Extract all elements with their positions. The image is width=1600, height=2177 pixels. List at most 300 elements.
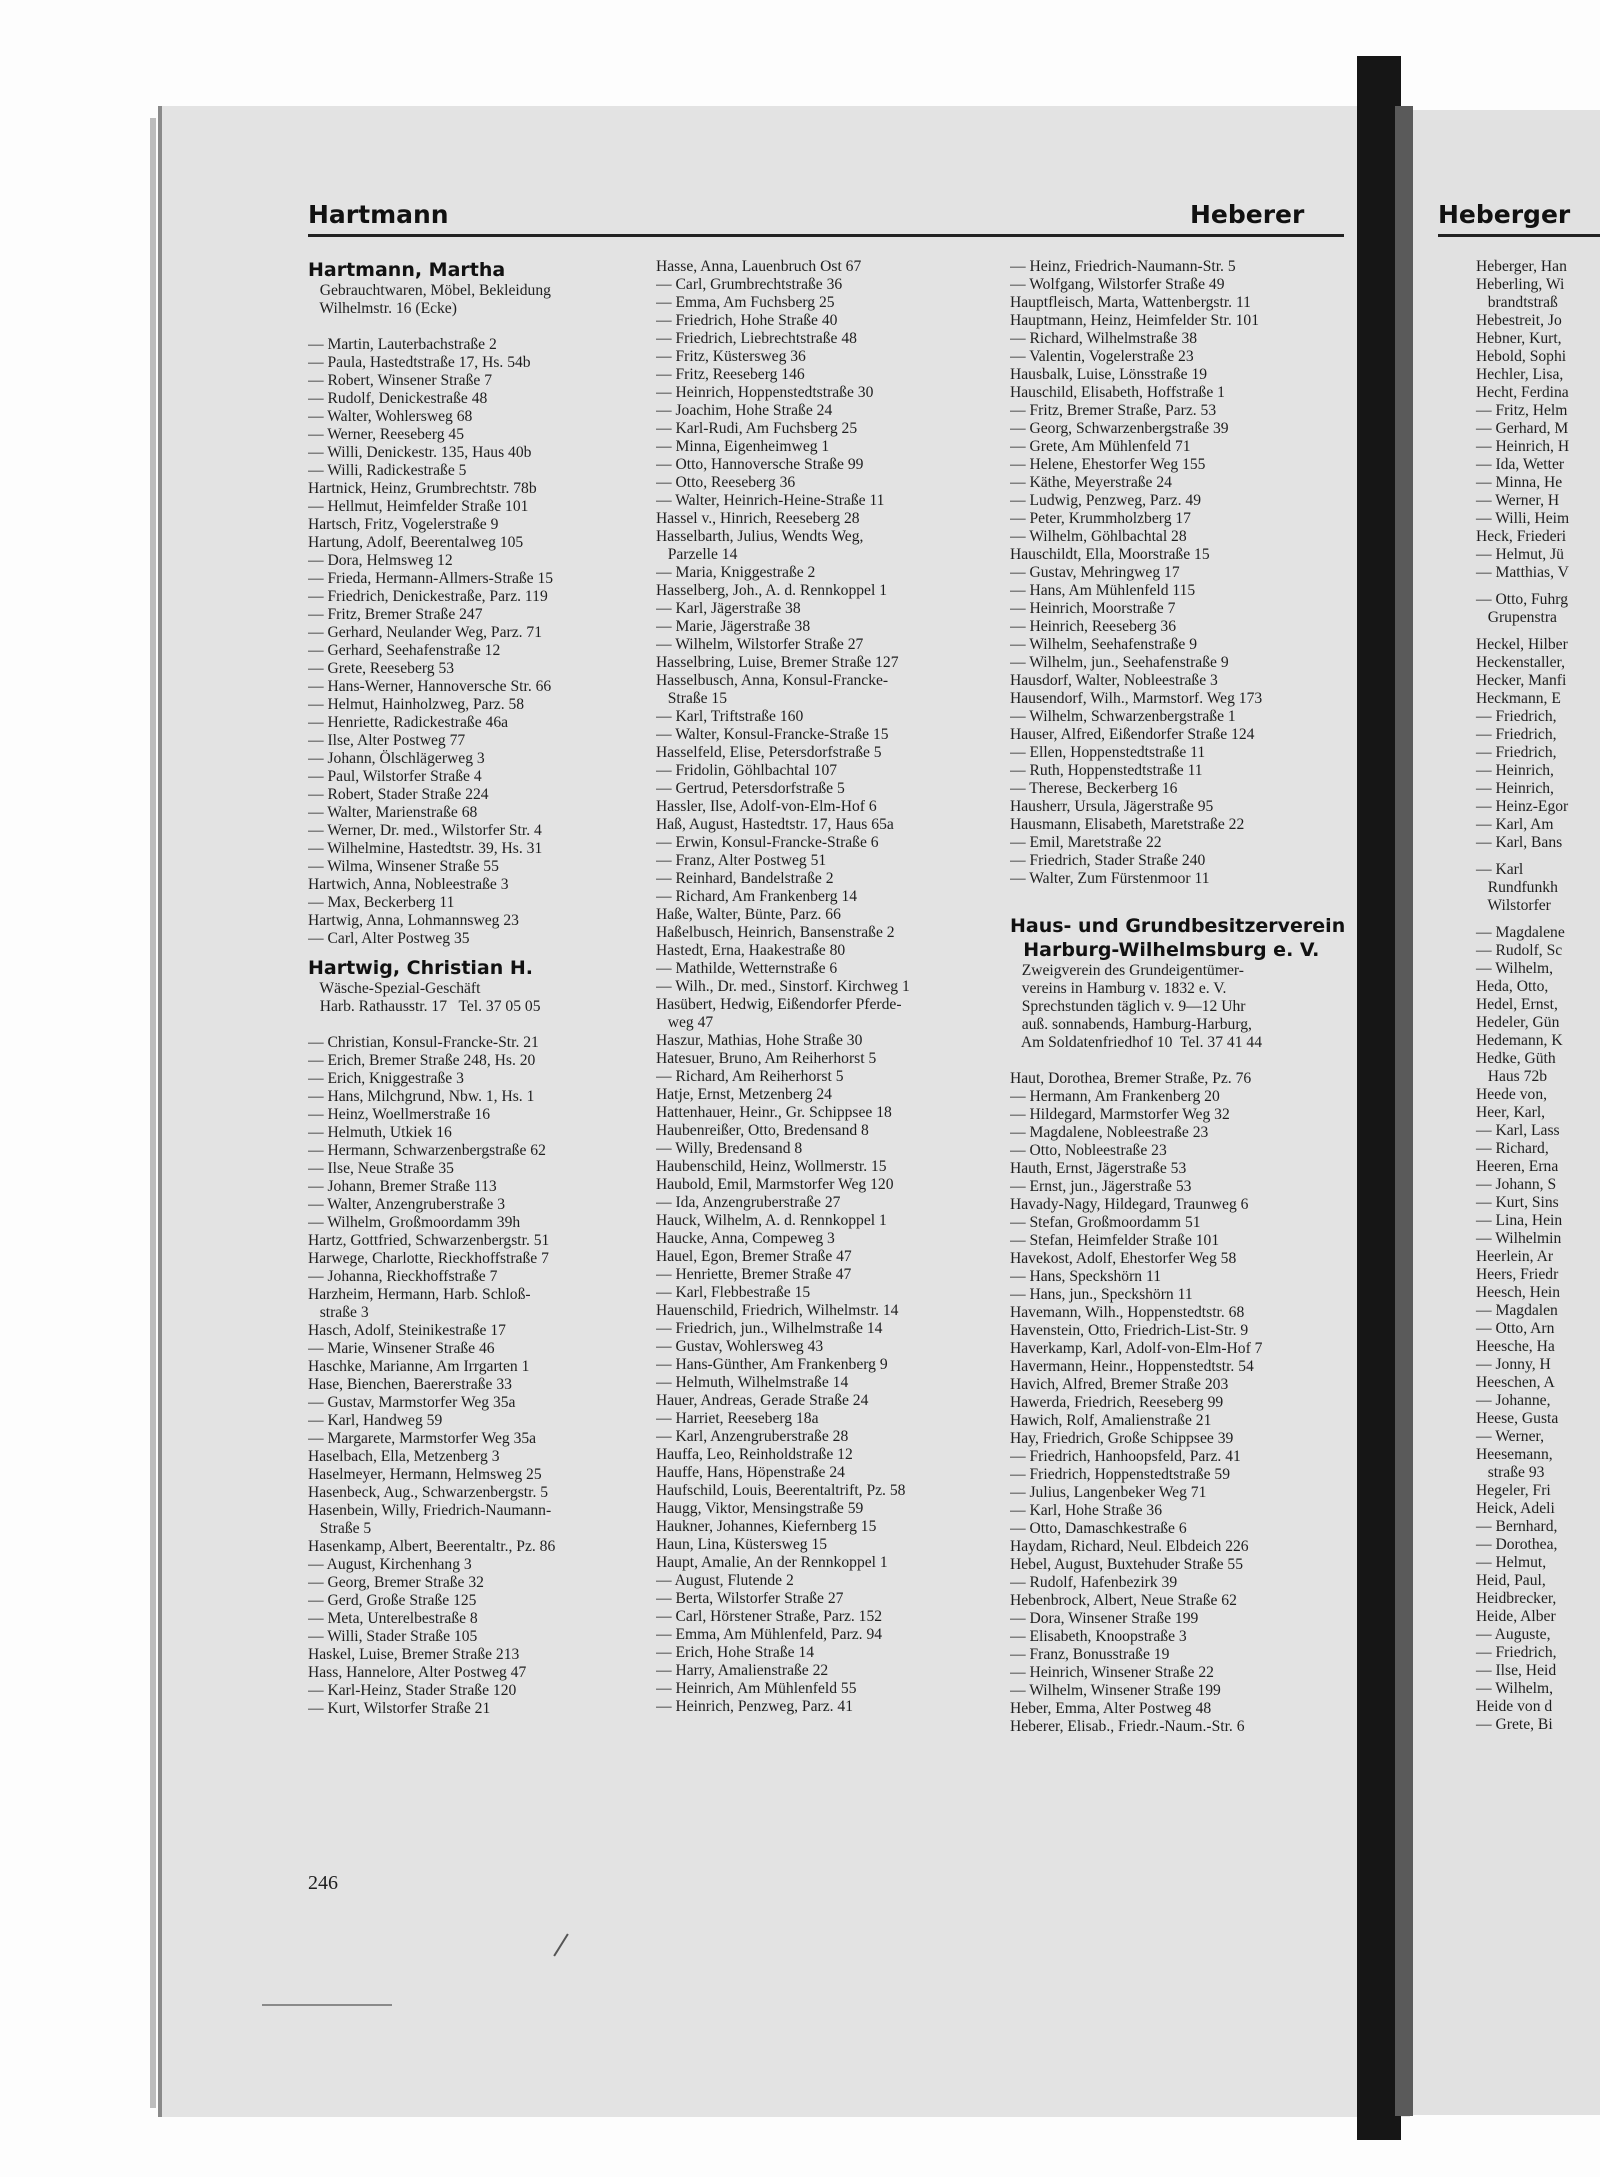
entry-heading: Haus- und Grundbesitzerverein xyxy=(1010,915,1346,937)
directory-entry: — Marie, Winsener Straße 46 xyxy=(308,1340,495,1357)
directory-entry: — Wolfgang, Wilstorfer Straße 49 xyxy=(1010,276,1225,293)
directory-entry: — Otto, Reeseberg 36 xyxy=(656,474,796,491)
directory-entry: Hebestreit, Jo xyxy=(1476,312,1562,329)
directory-entry: — Hans-Günther, Am Frankenberg 9 xyxy=(656,1356,888,1373)
directory-entry: straße 93 xyxy=(1476,1464,1545,1481)
directory-entry: — Johanna, Rieckhoffstraße 7 xyxy=(308,1268,498,1285)
directory-entry: — Karl, Triftstraße 160 xyxy=(656,708,804,725)
directory-entry: — Hans, Milchgrund, Nbw. 1, Hs. 1 xyxy=(308,1088,535,1105)
directory-entry: — Gertrud, Petersdorfstraße 5 xyxy=(656,780,845,797)
header-rule-facing-page xyxy=(1438,234,1600,237)
directory-entry: — Hans, Speckshörn 11 xyxy=(1010,1268,1162,1285)
directory-entry: — Karl, Jägerstraße 38 xyxy=(656,600,801,617)
directory-entry: Haubenschild, Heinz, Wollmerstr. 15 xyxy=(656,1158,887,1175)
directory-entry: Haszur, Mathias, Hohe Straße 30 xyxy=(656,1032,863,1049)
directory-column-facing-page xyxy=(1476,258,1600,1734)
directory-entry: — Reinhard, Bandelstraße 2 xyxy=(656,870,834,887)
spacer xyxy=(1476,582,1600,591)
directory-entry: Haverkamp, Karl, Adolf-von-Elm-Hof 7 xyxy=(1010,1340,1263,1357)
directory-entry: — Otto, Arn xyxy=(1476,1320,1555,1337)
directory-entry: Heeschen, A xyxy=(1476,1374,1555,1391)
directory-entry: — Gerhard, Neulander Weg, Parz. 71 xyxy=(308,624,543,641)
directory-column-1 xyxy=(308,258,638,1718)
directory-entry: — Dorothea, xyxy=(1476,1536,1558,1553)
directory-entry: — Friedrich, jun., Wilhelmstraße 14 xyxy=(656,1320,883,1337)
directory-entry: — Paul, Wilstorfer Straße 4 xyxy=(308,768,482,785)
directory-entry: — Ilse, Alter Postweg 77 xyxy=(308,732,466,749)
directory-entry: — Franz, Alter Postweg 51 xyxy=(656,852,827,869)
directory-entry: Hauptmann, Heinz, Heimfelder Str. 101 xyxy=(1010,312,1260,329)
directory-entry: — Minna, He xyxy=(1476,474,1563,491)
directory-entry: — Erich, Bremer Straße 248, Hs. 20 xyxy=(308,1052,536,1069)
directory-entry: Heberling, Wi xyxy=(1476,276,1565,293)
page-edge xyxy=(150,118,156,2108)
directory-entry: — Elisabeth, Knoopstraße 3 xyxy=(1010,1628,1187,1645)
directory-entry: — Wilhelm, Winsener Straße 199 xyxy=(1010,1682,1221,1699)
directory-entry: — Magdalen xyxy=(1476,1302,1558,1319)
directory-column-3 xyxy=(1010,258,1344,1736)
directory-entry: Haselmeyer, Hermann, Helmsweg 25 xyxy=(308,1466,542,1483)
directory-entry: — August, Flutende 2 xyxy=(656,1572,794,1589)
directory-entry: Haskel, Luise, Bremer Straße 213 xyxy=(308,1646,520,1663)
directory-entry: — Helmut, xyxy=(1476,1554,1547,1571)
directory-entry: Hauptfleisch, Marta, Wattenbergstr. 11 xyxy=(1010,294,1251,311)
spacer xyxy=(1476,852,1600,861)
directory-entry: Hasselfeld, Elise, Petersdorfstraße 5 xyxy=(656,744,882,761)
directory-entry: Heid, Paul, xyxy=(1476,1572,1546,1589)
directory-entry: Hauffa, Leo, Reinholdstraße 12 xyxy=(656,1446,853,1463)
directory-entry: Hasse, Anna, Lauenbruch Ost 67 xyxy=(656,258,862,275)
directory-entry: — Hermann, Am Frankenberg 20 xyxy=(1010,1088,1220,1105)
directory-entry: Hausbalk, Luise, Lönsstraße 19 xyxy=(1010,366,1208,383)
directory-entry: Havekost, Adolf, Ehestorfer Weg 58 xyxy=(1010,1250,1237,1267)
directory-entry: — Magdalene xyxy=(1476,924,1565,941)
directory-entry: — Heinrich, H xyxy=(1476,438,1570,455)
directory-entry: Hasenbein, Willy, Friedrich-Naumann- xyxy=(308,1502,552,1519)
directory-entry: — Friedrich, Hoppenstedtstraße 59 xyxy=(1010,1466,1230,1483)
directory-entry: — Friedrich, Hanhoopsfeld, Parz. 41 xyxy=(1010,1448,1241,1465)
directory-entry: Hasch, Adolf, Steinikestraße 17 xyxy=(308,1322,506,1339)
directory-entry: Heesch, Hein xyxy=(1476,1284,1560,1301)
directory-entry: — Fritz, Küstersweg 36 xyxy=(656,348,806,365)
spacer xyxy=(1476,915,1600,924)
spacer xyxy=(1010,1052,1344,1070)
directory-entry: Heesche, Ha xyxy=(1476,1338,1555,1355)
directory-entry: — Otto, Fuhrg xyxy=(1476,591,1568,608)
directory-entry: — Friedrich, Denickestraße, Parz. 119 xyxy=(308,588,548,605)
directory-entry: — Karl, Bans xyxy=(1476,834,1563,851)
directory-entry: — Fritz, Reeseberg 146 xyxy=(656,366,805,383)
directory-entry: — Ernst, jun., Jägerstraße 53 xyxy=(1010,1178,1192,1195)
directory-entry: — Helmut, Jü xyxy=(1476,546,1564,563)
directory-entry: — Therese, Beckerberg 16 xyxy=(1010,780,1178,797)
directory-entry: — Erich, Kniggestraße 3 xyxy=(308,1070,464,1087)
directory-entry: Hedke, Güth xyxy=(1476,1050,1556,1067)
directory-entry: — Fritz, Helm xyxy=(1476,402,1568,419)
directory-entry: Haun, Lina, Küstersweg 15 xyxy=(656,1536,828,1553)
directory-entry: Heberger, Han xyxy=(1476,258,1567,275)
directory-entry: — Fridolin, Göhlbachtal 107 xyxy=(656,762,838,779)
directory-entry: — Harriet, Reeseberg 18a xyxy=(656,1410,819,1427)
directory-entry: — Gerd, Große Straße 125 xyxy=(308,1592,477,1609)
directory-entry: Parzelle 14 xyxy=(656,546,738,563)
directory-entry: — Wilhelm, Seehafenstraße 9 xyxy=(1010,636,1198,653)
directory-entry: Hattenhauer, Heinr., Gr. Schippsee 18 xyxy=(656,1104,892,1121)
directory-entry: — Rudolf, Sc xyxy=(1476,942,1563,959)
directory-entry: — Ludwig, Penzweg, Parz. 49 xyxy=(1010,492,1201,509)
directory-entry: Hawich, Rolf, Amalienstraße 21 xyxy=(1010,1412,1212,1429)
directory-entry: Haßelbusch, Heinrich, Bansenstraße 2 xyxy=(656,924,895,941)
directory-entry: Haselbach, Ella, Metzenberg 3 xyxy=(308,1448,500,1465)
directory-entry: Heckel, Hilber xyxy=(1476,636,1568,653)
directory-entry: — Stefan, Großmoordamm 51 xyxy=(1010,1214,1201,1231)
directory-entry: Haut, Dorothea, Bremer Straße, Pz. 76 xyxy=(1010,1070,1252,1087)
directory-entry: — Helmuth, Utkiek 16 xyxy=(308,1124,452,1141)
page-number: 246 xyxy=(308,1872,338,1894)
directory-entry: — Georg, Schwarzenbergstraße 39 xyxy=(1010,420,1229,437)
directory-entry: — Ilse, Neue Straße 35 xyxy=(308,1160,454,1177)
directory-entry: Heck, Friederi xyxy=(1476,528,1567,545)
directory-entry: Hass, Hannelore, Alter Postweg 47 xyxy=(308,1664,527,1681)
directory-entry: — Robert, Stader Straße 224 xyxy=(308,786,489,803)
directory-entry: — Wilhelm, jun., Seehafenstraße 9 xyxy=(1010,654,1229,671)
directory-entry: — Willy, Bredensand 8 xyxy=(656,1140,803,1157)
directory-entry: — Karl, Am xyxy=(1476,816,1554,833)
directory-entry: — Erich, Hohe Straße 14 xyxy=(656,1644,815,1661)
directory-entry: Havermann, Heinr., Hoppenstedtstr. 54 xyxy=(1010,1358,1254,1375)
directory-entry: — Wilhelm, Schwarzenbergstraße 1 xyxy=(1010,708,1236,725)
directory-entry: — Berta, Wilstorfer Straße 27 xyxy=(656,1590,844,1607)
directory-entry: Harb. Rathausstr. 17 Tel. 37 05 05 xyxy=(308,998,541,1015)
directory-entry: — Karl-Heinz, Stader Straße 120 xyxy=(308,1682,517,1699)
entry-heading: Hartmann, Martha xyxy=(308,259,506,281)
directory-entry: — Wilma, Winsener Straße 55 xyxy=(308,858,499,875)
directory-entry: Hastedt, Erna, Haakestraße 80 xyxy=(656,942,846,959)
directory-entry: Heda, Otto, xyxy=(1476,978,1549,995)
directory-entry: — Friedrich, xyxy=(1476,1644,1557,1661)
directory-entry: Heese, Gusta xyxy=(1476,1410,1559,1427)
directory-entry: — Peter, Krummholzberg 17 xyxy=(1010,510,1191,527)
directory-entry: Hasübert, Hedwig, Eißendorfer Pferde- xyxy=(656,996,902,1013)
directory-entry: — Karl xyxy=(1476,861,1524,878)
directory-entry: — Heinrich, Penzweg, Parz. 41 xyxy=(656,1698,854,1715)
directory-entry: — Hermann, Schwarzenbergstraße 62 xyxy=(308,1142,546,1159)
entry-heading: Hartwig, Christian H. xyxy=(308,957,534,979)
directory-entry: — Hans, jun., Speckshörn 11 xyxy=(1010,1286,1193,1303)
directory-entry: Heckmann, E xyxy=(1476,690,1561,707)
directory-entry: Hecker, Manfi xyxy=(1476,672,1567,689)
directory-entry: Havemann, Wilh., Hoppenstedtstr. 68 xyxy=(1010,1304,1245,1321)
directory-entry: — Friedrich, xyxy=(1476,708,1557,725)
directory-entry: Hase, Bienchen, Baererstraße 33 xyxy=(308,1376,512,1393)
directory-entry: Hasselbusch, Anna, Konsul-Francke- xyxy=(656,672,889,689)
directory-entry: Gebrauchtwaren, Möbel, Bekleidung xyxy=(308,282,551,299)
directory-entry: Hartwig, Anna, Lohmannsweg 23 xyxy=(308,912,519,929)
directory-entry: — Grete, Am Mühlenfeld 71 xyxy=(1010,438,1191,455)
directory-entry: Heers, Friedr xyxy=(1476,1266,1559,1283)
directory-entry: — Fritz, Bremer Straße, Parz. 53 xyxy=(1010,402,1217,419)
directory-entry: — Wilhelm, Großmoordamm 39h xyxy=(308,1214,521,1231)
directory-entry: Havady-Nagy, Hildegard, Traunweg 6 xyxy=(1010,1196,1249,1213)
directory-entry: vereins in Hamburg v. 1832 e. V. xyxy=(1010,980,1227,997)
directory-entry: — Emil, Maretstraße 22 xyxy=(1010,834,1162,851)
directory-entry: Haukner, Johannes, Kiefernberg 15 xyxy=(656,1518,877,1535)
directory-entry: — Wilhelm, Göhlbachtal 28 xyxy=(1010,528,1187,545)
directory-entry: Hecht, Ferdina xyxy=(1476,384,1569,401)
directory-entry: Haufschild, Louis, Beerentaltrift, Pz. 58 xyxy=(656,1482,906,1499)
directory-entry: — Ida, Anzengruberstraße 27 xyxy=(656,1194,841,1211)
directory-entry: Hauschild, Elisabeth, Hoffstraße 1 xyxy=(1010,384,1225,401)
directory-entry: Hausherr, Ursula, Jägerstraße 95 xyxy=(1010,798,1214,815)
directory-entry: — Werner, Reeseberg 45 xyxy=(308,426,465,443)
directory-entry: — Johann, Bremer Straße 113 xyxy=(308,1178,497,1195)
directory-entry: Haubold, Emil, Marmstorfer Weg 120 xyxy=(656,1176,894,1193)
directory-entry: — Gerhard, Seehafenstraße 12 xyxy=(308,642,501,659)
directory-entry: Hay, Friedrich, Große Schippsee 39 xyxy=(1010,1430,1234,1447)
directory-entry: Heer, Karl, xyxy=(1476,1104,1546,1121)
directory-entry: — Walter, Marienstraße 68 xyxy=(308,804,478,821)
directory-entry: Zweigverein des Grundeigentümer- xyxy=(1010,962,1244,979)
directory-entry: Hasselbarth, Julius, Wendts Weg, xyxy=(656,528,864,545)
directory-entry: — Ida, Wetter xyxy=(1476,456,1565,473)
directory-entry: — Johanne, xyxy=(1476,1392,1551,1409)
directory-entry: — Grete, Reeseberg 53 xyxy=(308,660,455,677)
directory-entry: — Gustav, Marmstorfer Weg 35a xyxy=(308,1394,516,1411)
directory-entry: Hebel, August, Buxtehuder Straße 55 xyxy=(1010,1556,1243,1573)
directory-entry: — Frieda, Hermann-Allmers-Straße 15 xyxy=(308,570,554,587)
directory-entry: — Walter, Zum Fürstenmoor 11 xyxy=(1010,870,1210,887)
directory-entry: Haße, Walter, Bünte, Parz. 66 xyxy=(656,906,841,923)
directory-entry: — Walter, Konsul-Francke-Straße 15 xyxy=(656,726,889,743)
directory-entry: Hartz, Gottfried, Schwarzenbergstr. 51 xyxy=(308,1232,550,1249)
directory-entry: Heide von d xyxy=(1476,1698,1553,1715)
directory-entry: Heberer, Elisab., Friedr.-Naum.-Str. 6 xyxy=(1010,1718,1245,1735)
header-rule xyxy=(308,234,1344,237)
directory-entry: — Otto, Damaschkestraße 6 xyxy=(1010,1520,1187,1537)
directory-entry: — Ellen, Hoppenstedtstraße 11 xyxy=(1010,744,1206,761)
directory-entry: Hassler, Ilse, Adolf-von-Elm-Hof 6 xyxy=(656,798,877,815)
directory-entry: — Walter, Heinrich-Heine-Straße 11 xyxy=(656,492,885,509)
directory-entry: — Gerhard, M xyxy=(1476,420,1569,437)
directory-entry: Hausdorf, Walter, Nobleestraße 3 xyxy=(1010,672,1218,689)
directory-entry: — Heinz, Woellmerstraße 16 xyxy=(308,1106,491,1123)
directory-entry: Haucke, Anna, Compeweg 3 xyxy=(656,1230,835,1247)
directory-entry: — Werner, Dr. med., Wilstorfer Str. 4 xyxy=(308,822,542,839)
directory-entry: Wilstorfer xyxy=(1476,897,1551,914)
directory-entry: — Friedrich, xyxy=(1476,744,1557,761)
directory-entry: Haus 72b xyxy=(1476,1068,1548,1085)
directory-entry: — Karl, Handweg 59 xyxy=(308,1412,443,1429)
directory-entry: Hartung, Adolf, Beerentalweg 105 xyxy=(308,534,524,551)
directory-entry: Heick, Adeli xyxy=(1476,1500,1555,1517)
directory-entry: — Richard, Am Reiherhorst 5 xyxy=(656,1068,844,1085)
directory-entry: Hassel v., Hinrich, Reeseberg 28 xyxy=(656,510,860,527)
directory-entry: — Wilhelm, xyxy=(1476,1680,1554,1697)
directory-entry: Hartwich, Anna, Nobleestraße 3 xyxy=(308,876,509,893)
directory-entry: — Erwin, Konsul-Francke-Straße 6 xyxy=(656,834,879,851)
directory-entry: — Harry, Amalienstraße 22 xyxy=(656,1662,829,1679)
directory-entry: — Dora, Helmsweg 12 xyxy=(308,552,453,569)
directory-entry: — Rudolf, Hafenbezirk 39 xyxy=(1010,1574,1178,1591)
spacer xyxy=(308,1016,638,1034)
directory-entry: Haupt, Amalie, An der Rennkoppel 1 xyxy=(656,1554,888,1571)
directory-entry: — Magdalene, Nobleestraße 23 xyxy=(1010,1124,1209,1141)
directory-entry: Rundfunkh xyxy=(1476,879,1558,896)
directory-entry: Sprechstunden täglich v. 9—12 Uhr xyxy=(1010,998,1246,1015)
directory-entry: — Emma, Am Fuchsberg 25 xyxy=(656,294,835,311)
directory-entry: — Wilhelm, Wilstorfer Straße 27 xyxy=(656,636,864,653)
directory-entry: — Helmuth, Wilhelmstraße 14 xyxy=(656,1374,849,1391)
directory-entry: — Georg, Bremer Straße 32 xyxy=(308,1574,484,1591)
directory-entry: — Johann, S xyxy=(1476,1176,1557,1193)
directory-entry: Haugg, Viktor, Mensingstraße 59 xyxy=(656,1500,864,1517)
directory-entry: — Henriette, Bremer Straße 47 xyxy=(656,1266,852,1283)
directory-entry: — Friedrich, Hohe Straße 40 xyxy=(656,312,838,329)
directory-entry: Heede von, xyxy=(1476,1086,1548,1103)
directory-entry: Hauer, Andreas, Gerade Straße 24 xyxy=(656,1392,869,1409)
directory-entry: Harzheim, Hermann, Harb. Schloß- xyxy=(308,1286,531,1303)
directory-entry: — Martin, Lauterbachstraße 2 xyxy=(308,336,497,353)
directory-entry: Hasselbring, Luise, Bremer Straße 127 xyxy=(656,654,899,671)
directory-entry: — Johann, Ölschlägerweg 3 xyxy=(308,750,485,767)
directory-entry: Hausmann, Elisabeth, Maretstraße 22 xyxy=(1010,816,1245,833)
directory-entry: Hegeler, Fri xyxy=(1476,1482,1551,1499)
directory-entry: — Ilse, Heid xyxy=(1476,1662,1557,1679)
directory-entry: Hedel, Ernst, xyxy=(1476,996,1558,1013)
directory-entry: — Stefan, Heimfelder Straße 101 xyxy=(1010,1232,1220,1249)
directory-entry: — Carl, Alter Postweg 35 xyxy=(308,930,470,947)
directory-entry: — Friedrich, Liebrechtstraße 48 xyxy=(656,330,857,347)
directory-entry: Haubenreißer, Otto, Bredensand 8 xyxy=(656,1122,869,1139)
directory-entry: — Dora, Winsener Straße 199 xyxy=(1010,1610,1199,1627)
directory-entry: — Mathilde, Wetternstraße 6 xyxy=(656,960,838,977)
directory-entry: — Heinrich, Winsener Straße 22 xyxy=(1010,1664,1214,1681)
directory-entry: Hedemann, K xyxy=(1476,1032,1563,1049)
directory-entry: — Heinz-Egor xyxy=(1476,798,1569,815)
directory-entry: — Meta, Unterelbestraße 8 xyxy=(308,1610,478,1627)
directory-entry: — Marie, Jägerstraße 38 xyxy=(656,618,811,635)
directory-entry: — Rudolf, Denickestraße 48 xyxy=(308,390,488,407)
directory-entry: — Otto, Hannoversche Straße 99 xyxy=(656,456,864,473)
directory-entry: — Karl, Flebbestraße 15 xyxy=(656,1284,811,1301)
spacer xyxy=(1476,627,1600,636)
directory-entry: weg 47 xyxy=(656,1014,714,1031)
directory-entry: Haß, August, Hastedtstr. 17, Haus 65a xyxy=(656,816,894,833)
directory-entry: — Jonny, H xyxy=(1476,1356,1551,1373)
directory-entry: — Paula, Hastedtstraße 17, Hs. 54b xyxy=(308,354,531,371)
directory-entry: — Wilhelmine, Hastedtstr. 39, Hs. 31 xyxy=(308,840,543,857)
directory-entry: — Ruth, Hoppenstedtstraße 11 xyxy=(1010,762,1203,779)
directory-entry: Heide, Alber xyxy=(1476,1608,1556,1625)
directory-entry: — Willi, Denickestr. 135, Haus 40b xyxy=(308,444,532,461)
directory-entry: — Werner, H xyxy=(1476,492,1560,509)
directory-entry: — Franz, Bonusstraße 19 xyxy=(1010,1646,1170,1663)
directory-entry: — Friedrich, Stader Straße 240 xyxy=(1010,852,1206,869)
directory-entry: — Walter, Wohlersweg 68 xyxy=(308,408,473,425)
directory-entry: Wäsche-Spezial-Geschäft xyxy=(308,980,481,997)
directory-entry: Heckenstaller, xyxy=(1476,654,1565,671)
directory-entry: — Otto, Nobleestraße 23 xyxy=(1010,1142,1167,1159)
directory-entry: Hatje, Ernst, Metzenberg 24 xyxy=(656,1086,832,1103)
directory-column-2 xyxy=(656,258,992,1716)
directory-entry: — Heinrich, xyxy=(1476,780,1554,797)
directory-entry: — Maria, Kniggestraße 2 xyxy=(656,564,816,581)
directory-entry: Hauck, Wilhelm, A. d. Rennkoppel 1 xyxy=(656,1212,887,1229)
directory-entry: — Käthe, Meyerstraße 24 xyxy=(1010,474,1172,491)
directory-entry: Hartnick, Heinz, Grumbrechtstr. 78b xyxy=(308,480,537,497)
directory-entry: — Margarete, Marmstorfer Weg 35a xyxy=(308,1430,537,1447)
directory-entry: — Gustav, Wohlersweg 43 xyxy=(656,1338,824,1355)
running-head-facing-page: Heberger xyxy=(1438,200,1571,229)
directory-entry: — Heinrich, Hoppenstedtstraße 30 xyxy=(656,384,874,401)
directory-entry: — Richard, xyxy=(1476,1140,1549,1157)
directory-entry: Heidbrecker, xyxy=(1476,1590,1557,1607)
directory-entry: Hasselberg, Joh., A. d. Rennkoppel 1 xyxy=(656,582,887,599)
directory-entry: — Max, Beckerberg 11 xyxy=(308,894,455,911)
directory-entry: — Valentin, Vogelerstraße 23 xyxy=(1010,348,1194,365)
spacer xyxy=(308,318,638,336)
directory-entry: Hatesuer, Bruno, Am Reiherhorst 5 xyxy=(656,1050,877,1067)
directory-entry: straße 3 xyxy=(308,1304,369,1321)
directory-entry: — Friedrich, xyxy=(1476,726,1557,743)
directory-entry: — Heinz, Friedrich-Naumann-Str. 5 xyxy=(1010,258,1236,275)
directory-entry: Hasenkamp, Albert, Beerentaltr., Pz. 86 xyxy=(308,1538,556,1555)
directory-entry: — Heinrich, Reeseberg 36 xyxy=(1010,618,1176,635)
directory-entry: Hauser, Alfred, Eißendorfer Straße 124 xyxy=(1010,726,1255,743)
directory-entry: Hawerda, Friedrich, Reeseberg 99 xyxy=(1010,1394,1224,1411)
directory-entry: Heerlein, Ar xyxy=(1476,1248,1554,1265)
directory-entry: — Emma, Am Mühlenfeld, Parz. 94 xyxy=(656,1626,883,1643)
directory-entry: Heber, Emma, Alter Postweg 48 xyxy=(1010,1700,1212,1717)
directory-entry: — Heinrich, Moorstraße 7 xyxy=(1010,600,1176,617)
directory-entry: — Wilhelmin xyxy=(1476,1230,1562,1247)
directory-entry: — Hellmut, Heimfelder Straße 101 xyxy=(308,498,529,515)
directory-entry: Hauel, Egon, Bremer Straße 47 xyxy=(656,1248,852,1265)
directory-entry: Haschke, Marianne, Am Irrgarten 1 xyxy=(308,1358,530,1375)
directory-entry: — Wilhelm, xyxy=(1476,960,1554,977)
directory-entry: — Christian, Konsul-Francke-Str. 21 xyxy=(308,1034,539,1051)
directory-entry: Hebenbrock, Albert, Neue Straße 62 xyxy=(1010,1592,1237,1609)
directory-entry: — Grete, Bi xyxy=(1476,1716,1553,1733)
directory-entry: Hauth, Ernst, Jägerstraße 53 xyxy=(1010,1160,1187,1177)
directory-entry: Hauschildt, Ella, Moorstraße 15 xyxy=(1010,546,1210,563)
directory-entry: — Fritz, Bremer Straße 247 xyxy=(308,606,483,623)
directory-entry: Am Soldatenfriedhof 10 Tel. 37 41 44 xyxy=(1010,1034,1262,1051)
directory-entry: Haydam, Richard, Neul. Elbdeich 226 xyxy=(1010,1538,1249,1555)
directory-entry: — Matthias, V xyxy=(1476,564,1569,581)
directory-entry: — Helene, Ehestorfer Weg 155 xyxy=(1010,456,1206,473)
directory-entry: Grupenstra xyxy=(1476,609,1557,626)
directory-entry: — Karl, Anzengruberstraße 28 xyxy=(656,1428,849,1445)
directory-entry: Hauffe, Hans, Höpenstraße 24 xyxy=(656,1464,845,1481)
directory-entry: — Carl, Hörstener Straße, Parz. 152 xyxy=(656,1608,883,1625)
directory-entry: — Willi, Radickestraße 5 xyxy=(308,462,467,479)
directory-entry: — Gustav, Mehringweg 17 xyxy=(1010,564,1180,581)
directory-entry: — Robert, Winsener Straße 7 xyxy=(308,372,493,389)
directory-entry: — Richard, Am Frankenberg 14 xyxy=(656,888,858,905)
directory-entry: — Karl-Rudi, Am Fuchsberg 25 xyxy=(656,420,858,437)
directory-entry: — August, Kirchenhang 3 xyxy=(308,1556,472,1573)
directory-entry: Havenstein, Otto, Friedrich-List-Str. 9 xyxy=(1010,1322,1249,1339)
directory-entry: Hebold, Sophi xyxy=(1476,348,1567,365)
directory-entry: Harwege, Charlotte, Rieckhoffstraße 7 xyxy=(308,1250,549,1267)
directory-entry: Hausendorf, Wilh., Marmstorf. Weg 173 xyxy=(1010,690,1263,707)
running-head-left: Hartmann xyxy=(308,200,449,229)
directory-entry: — Wilh., Dr. med., Sinstorf. Kirchweg 1 xyxy=(656,978,910,995)
directory-entry: — Karl, Lass xyxy=(1476,1122,1560,1139)
entry-heading: Harburg-Wilhelmsburg e. V. xyxy=(1010,939,1320,961)
directory-entry: Wilhelmstr. 16 (Ecke) xyxy=(308,300,457,317)
